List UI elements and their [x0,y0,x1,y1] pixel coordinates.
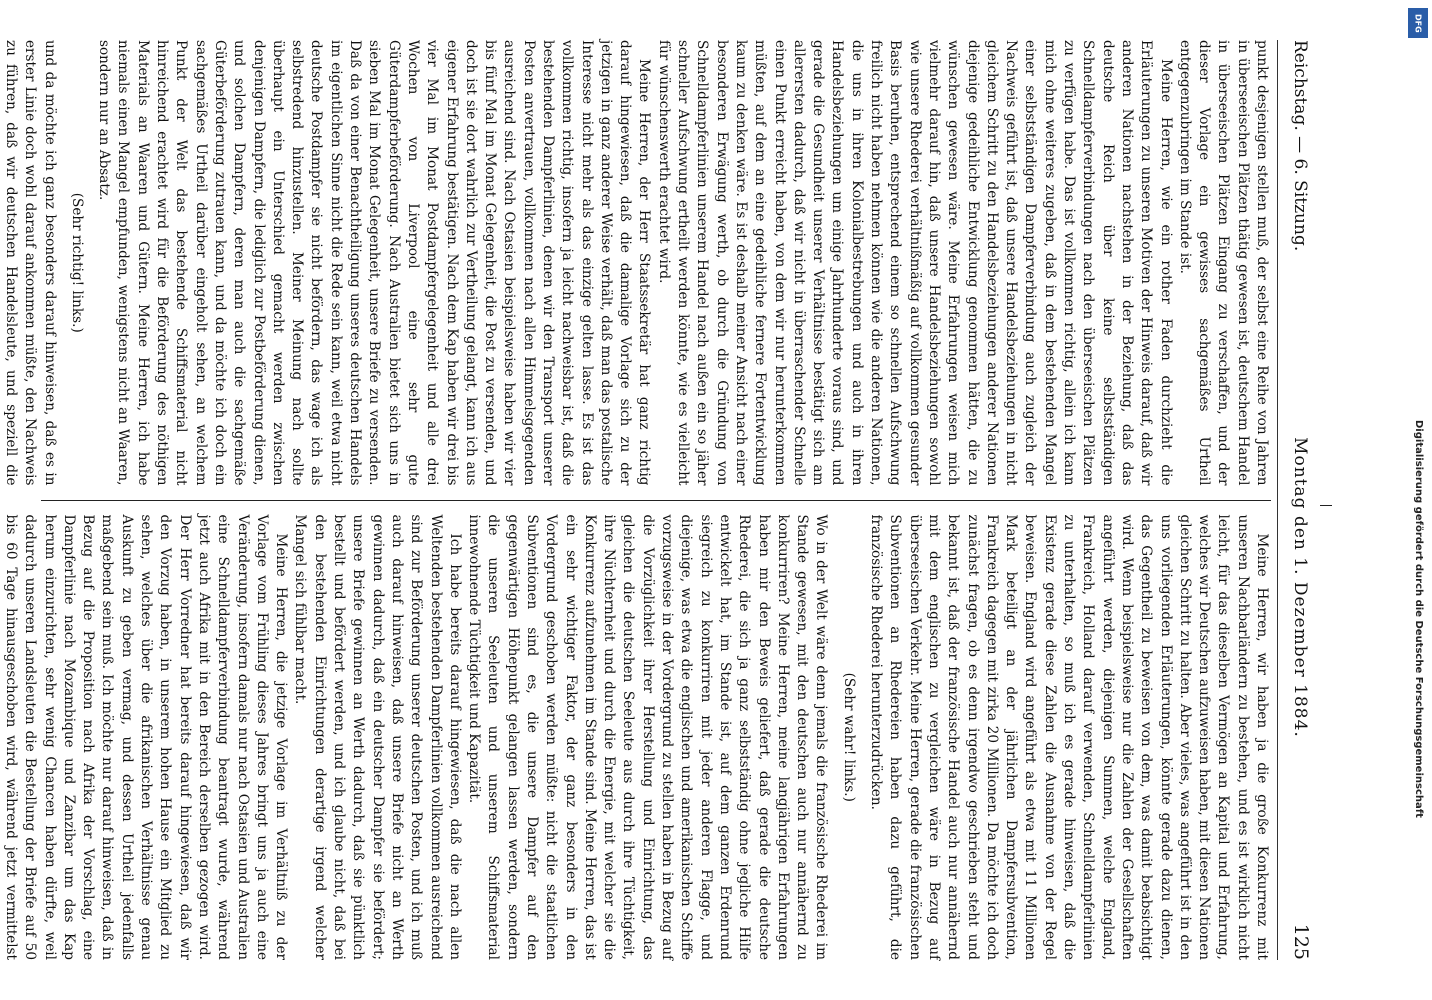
dfg-logo: DFG [1408,8,1428,38]
paragraph: Meine Herren, wir haben ja die große Konkurrenz mit unseren Nachbarländern zu bestehen, und es ist wirklich nicht leicht, für das dieselben Vermögen an Kapital und Erfahrung, welches wir Deutschen aufzuweisen haben, mit diesen Nationen gleichen Schritt zu halten. Aber vieles, was angeführt ist in den uns vorliegenden Erläuterungen, könnte gerade dazu dienen, das Gegentheil zu beweisen von dem, was damit beabsichtigt wird. Wenn beispielsweise nur die Zahlen der Gesellschaften angeführt werden, diejenigen Summen, welche England, Frankreich, Holland darauf verwenden, Schnelldampferlinien zu unterhalten, so muß ich es gerade hinweisen, daß die Existenz gerade diese Zahlen die Ausnahme von der Regel beweisen. England wird angeführt als etwa mit 11 Millionen Mark beteiligt an der jährlichen Dampfersubvention, Frankreich dagegen mit zirka 20 Millionen. Da möchte ich doch zunächst fragen, ob es denn irgendwo geschrieben steht und bekannt ist, daß der französische Handel auch nur annähernd mit dem englischen zu vergleichen wäre in Bezug auf überseeischen Verkehr. Meine Herren, gerade die französischen Subventionen an Rhedereien haben dazu geführt, die französische Rhederei herunterzudrücken. [868,514,1270,960]
header-date: Montag den 1. Dezember 1884. [1290,437,1310,738]
digitization-note [1400,0,1432,1000]
document-page [3,0,1320,1000]
interjection: (Sehr wahr! links.) [840,672,857,802]
header-session: Reichstag. — 6. Sitzung. [1290,40,1310,252]
page-header [1277,40,1312,960]
digitization-credit: Digitalisierung gefördert durch die Deutsche Forschungsgemeinschaft [1413,420,1424,818]
column-rule-tick [1320,505,1332,506]
left-column [3,40,1271,500]
paragraph: punkt desjenigen stellen muß, der selbst eine Reihe von Jahren in überseeischen Plätzen thätig gewesen ist, deutschem Handel in überseeischen Plätzen Eingang zu verschaffen, und der dieser Vorlage ein gewisses sachgemäßes Urtheil entgegenzubringen im Stande ist. [1176,40,1270,486]
page-number: 125 [1290,923,1312,960]
right-column [3,500,1271,961]
paragraph: Meine Herren, der Herr Staatssekretär hat ganz richtig darauf hingewiesen, daß die damalige Vorlage sich zu der jetzigen in ganz anderer Weise verhält, daß man das postalische Interesse nicht mehr als das einzige gelten lasse. Es ist das vollkommen richtig, insofern ja leicht nachweisbar ist, daß die bestehenden Dampferlinien, denen wir den Transport unserer Posten anvertrauen, vollkommen nach allen Himmelsgegenden ausreichend sind. Nach Ostasien beispielsweise haben wir vier bis fünf Mal im Monat Gelegenheit, die Post zu versenden, und doch ist sie dort wahrlich zur Vertheilung gelangt, kann ich aus eigener Erfahrung bestätigen. Nach dem Kap haben wir drei bis vier Mal im Monat Postdampfergelegenheit und alle drei Wochen von Liverpool eine sehr gute Güterdampferbeförderung. Nach Australien bietet sich uns in sieben Mal im Monat Gelegenheit, unsere Briefe zu versenden. Daß da von einer Benachtheiligung unseres deutschen Handels im eigentlichen Sinne nicht die Rede sein kann, weil etwa nicht deutsche Postdampfer sie nicht befördern, das wage ich als selbstredend hinzustellen. Meiner Meinung nach sollte überhaupt ein Unterschied gemacht werden zwischen denjenigen Dampfern, die lediglich zur Postbeförderung dienen, und solchen Dampfern, deren man auch die sachgemäße Güterbeförderung zutrauen kann, und da möchte ich doch ein sachgemäßes Urtheil darüber eingeholt sehen, an welchem Punkt der Welt das bestehende Schiffsmaterial nicht hinreichend erachtet wird für die Beförderung des nöthigen Materials an Waaren und Gütern. Meine Herren, ich habe niemals einen Mangel empfunden, wenigstens nicht an Waaren, sondern nur an Absatz. [96,40,653,486]
text-columns [3,40,1271,961]
paragraph: Meine Herren, wie ein rother Faden durchzieht die Erläuterungen zu unseren Motiven der Hinweis darauf, daß wir anderen Nationen nachstehen in der Beziehung, daß das deutsche Reich über keine selbstständigen Schnelldampferverbindungen nach den überseeischen Plätzen zu verfügen habe. Das ist vollkommen richtig, allein ich kann mich ohne weiteres zugeben, daß in dem bestehenden Mangel einer selbstständigen Dampferverbindung auch zugleich der Nachweis geführt ist, daß unsere Handelsbeziehungen in nicht gleichem Schritt zu den Handelsbeziehungen anderer Nationen diejenige gedeihliche Entwicklung genommen hätten, die zu wünschen gewesen wäre. Meine Erfahrungen weisen mich vielmehr darauf hin, daß unsere Handelsbeziehungen sowohl wie unsere Rhederei verhältnißmäßig auf vollkommen gesunder Basis beruhen, entsprechend einem so schnellen Aufschwung freilich nicht haben nehmen können wie die anderen Nationen, die uns in ihren Kolonialbestrebungen und auch in ihren Handelsbeziehungen um einige Jahrhunderte voraus sind, und gerade die Gesundheit unserer Verhältnisse bestätigt sich am allerersten dadurch, daß wir nicht in überraschender Schnelle einen Punkt erreicht haben, von dem wir nur herunterkommen müßten, auf dem an eine gedeihliche fernere Fortentwicklung kaum zu denken wäre. Es ist deshalb meiner Ansicht nach einer besonderen Erwägung werth, ob durch die Gründung von Schnelldampferlinien unserem Handel nach außen ein so jäher schneller Aufschwung ertheilt werden könnte, wie es vielleicht für wünschenswerth erachtet wird. [655,40,1174,486]
paragraph: Wo in der Welt wäre denn jemals die französische Rhederei im Stande gewesen, mit den deutschen auch nur annähernd zu konkurriren? Meine Herren, meine langjährigen Erfahrungen haben mir den Beweis geliefert, daß gerade die deutsche Rhederei, die sich ja ganz selbstständig ohne jegliche Hilfe entwickelt hat, im Stande ist, auf dem ganzen Erdenrund siegreich zu konkurriren mit jeder anderen Flagge, und diejenige, was etwa die englischen und amerikanischen Schiffe vorzugsweise in der Vordergrund zu stellen haben in Bezug auf die Vorzüglichkeit ihrer Herstellung und Einrichtung, das gleichen die deutschen Seeleute aus durch ihre Tüchtigkeit, ihre Nüchternheit und durch die Energie, mit welcher sie die Konkurrenz aufzunehmen im Stande sind. Meine Herren, das ist ein sehr wichtiger Faktor, der ganz besonders in den Vordergrund geschoben werden müßte: nicht die staatlichen Subventionen sind es, die unsere Dampfer auf den gegenwärtigen Höhepunkt gelangen lassen werden, sondern die unseren Seeleuten und unserem Schiffsmaterial innewohnende Tüchtigkeit und Kapazität. [466,514,830,960]
paragraph: Ich habe bereits darauf hingewiesen, daß die nach allen Weltenden bestehenden Dampferlinien vollkommen ausreichend sind zur Beförderung unserer deutschen Posten, und ich muß auch darauf hinweisen, daß unsere Briefe nicht an Werth gewinnen dadurch, daß ein deutscher Dampfer sie befördert; unsere Briefe gewinnen an Werth dadurch, daß sie pünktlich bestellt und befördert werden, und ich glaube nicht, daß bei den bestehenden Einrichtungen derartige irgend welcher Mangel sich fühlbar macht. [292,514,463,961]
paragraph: Meine Herren, die jetzige Vorlage im Verhältniß zu der Vorlage vom Frühling dieses Jahres bringt uns ja auch eine Veränderung, insofern damals nur nach Ostasien und Australien eine Schnelldampferverbindung beantragt wurde, während jetzt auch Afrika mit in den Bereich derselben gezogen wird. Der Herr Vorredner hat bereits darauf hingewiesen, daß wir den Vorzug haben, in unserem hohen Hause ein Mitglied zu sehen, welches über die afrikanischen Verhältnisse genau Auskunft zu geben vermag, und dessen Urtheil jedenfalls maßgebend sein muß. Ich möchte nur darauf hinweisen, daß in Bezug auf die Proposition nach Afrika der Vorschlag, eine Dampferlinie nach Mozambique und Zanzibar um das Kap herum einzurichten, sehr wenig Chancen haben dürfte, weil dadurch unseren Landsleuten die Bestellung der Briefe auf 50 bis 60 Tage hinausgeschoben wird, während jetzt vermittelst [3,514,290,960]
interjection: (Sehr richtig! links.) [68,192,85,333]
paragraph: und da möchte ich ganz besonders darauf hinweisen, daß es in erster Linie doch wohl darauf ankommen müßte, den Nachweis zu führen, daß wir deutschen Handelsleute, und speziell die [3,40,58,486]
